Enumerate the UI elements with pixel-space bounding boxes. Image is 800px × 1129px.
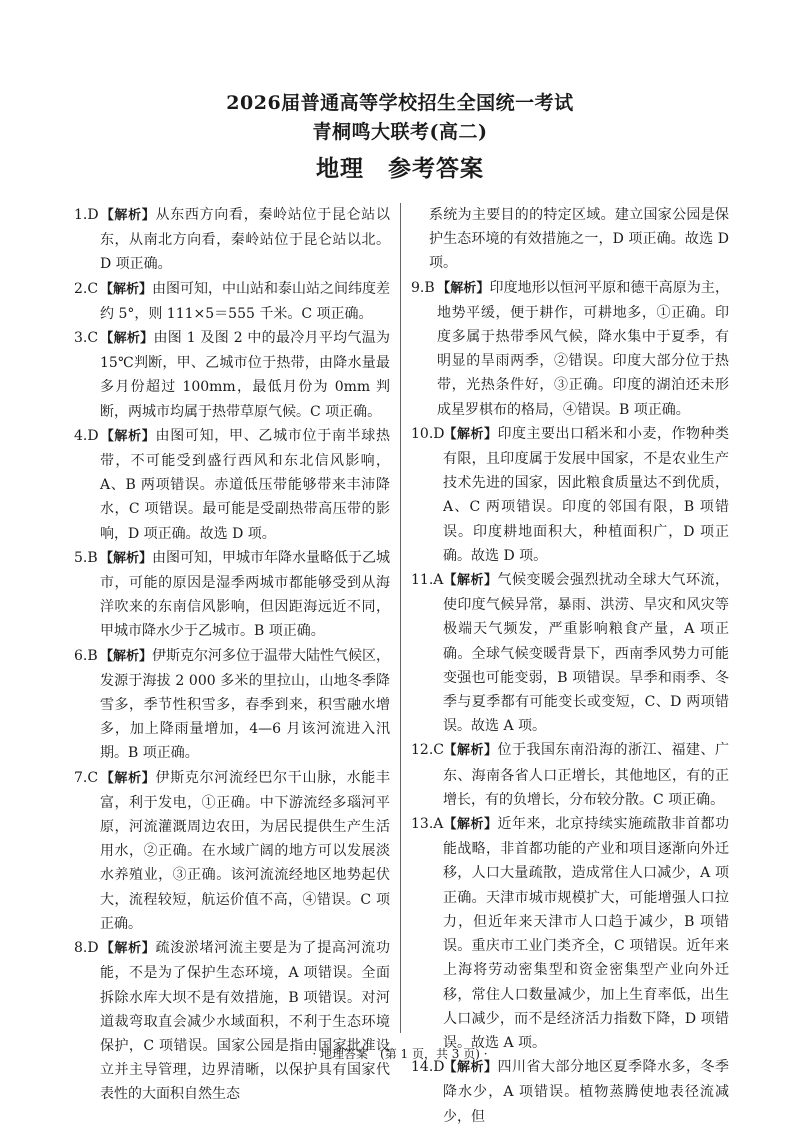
answer-item-4	[74, 424, 390, 546]
analysis-tag: 【解析】	[443, 1060, 498, 1076]
analysis-tag: 【解析】	[443, 573, 498, 589]
answer-item-12	[411, 738, 729, 812]
answer-number: 13.A	[411, 816, 444, 833]
analysis-tag: 【解析】	[437, 280, 490, 296]
answer-item-2	[74, 277, 390, 326]
analysis-tag: 【解析】	[443, 817, 498, 833]
analysis-tag: 【解析】	[100, 550, 153, 566]
exam-subtitle: 青桐鸣大联考(高二)	[312, 121, 488, 143]
answer-text: 由图 1 及图 2 中的最冷月平均气温为 15℃判断，甲、乙城市位于热带，由降水量最多月份超过 100mm，最低月份为 0mm 判断，两城市均属于热带草原气候。C 项正确。	[100, 330, 390, 420]
analysis-tag: 【解析】	[100, 941, 156, 957]
answer-item-5	[74, 546, 390, 644]
answer-item-7	[74, 766, 390, 936]
analysis-tag: 【解析】	[100, 648, 153, 664]
answer-item-13	[411, 812, 729, 1055]
column-divider	[400, 203, 401, 1033]
answer-text: 伊斯克尔河多位于温带大陆性气候区，发源于海拔 2 000 多米的里拉山，山地冬季降雪多，季节性积雪多，春季到来，积雪融水增多，加上降雨量增加，4—6 月该河流进入汛期。B 项正确。	[100, 647, 391, 762]
answer-number: 11.A	[411, 572, 444, 589]
answer-number: 4.D	[74, 427, 99, 444]
answer-item-8	[74, 936, 390, 1106]
answer-number: 6.B	[74, 647, 98, 664]
answer-text: 四川省大部分地区夏季降水多，冬季降水少，A 项错误。植物蒸腾使地表径流减少，但	[443, 1059, 729, 1125]
analysis-tag: 【解析】	[100, 208, 156, 223]
answer-text: 由图可知，甲城市年降水量略低于乙城市，可能的原因是湿季两城市都能够受到从海洋吹来的东南信风影响，但因距海远近不同，甲城市降水少于乙城市。B 项正确。	[100, 549, 391, 640]
answer-number: 1.D	[74, 207, 99, 223]
answer-number: 10.D	[411, 425, 445, 442]
analysis-tag: 【解析】	[100, 331, 154, 347]
answer-number: 5.B	[74, 549, 98, 566]
answer-number: 2.C	[74, 280, 99, 297]
answer-item-8-continued	[411, 203, 729, 276]
answer-text: 近年来，北京持续实施疏散非首都功能战略，非首都功能的产业和项目逐渐向外迁移，人口大量疏散，造成常住人口减少，A 项正确。天津市城市规模扩大，可能增强人口拉力，但近年来天津市人口趋于减少，B 项错误。重庆市工业门类齐全，C 项错误。近年来上海将劳动密集型和资金密集型产业向外迁移，常住人口数量减少，加上生育率低，出生人口减少，而不是经济活力指数下降，D 项错误。故选 A 项。	[443, 816, 729, 1051]
answer-item-3	[74, 326, 390, 424]
left-column	[74, 203, 390, 1107]
answer-item-14	[411, 1055, 729, 1129]
answer-item-6	[74, 644, 390, 766]
analysis-tag: 【解析】	[100, 428, 156, 444]
answer-item-9	[411, 276, 729, 422]
answer-text: 系统为主要目的的特定区域。建立国家公园是保护生态环境的有效措施之一，D 项正确。故选 D 项。	[429, 207, 729, 272]
analysis-tag: 【解析】	[443, 426, 498, 442]
answer-item-11	[411, 568, 729, 738]
page-footer: · 地理答案 (第 1 页，共 3 页) ·	[312, 1047, 488, 1061]
right-column	[411, 203, 729, 1129]
answer-number: 9.B	[411, 279, 435, 296]
analysis-tag: 【解析】	[100, 281, 153, 297]
answer-text: 疏浚淤堵河流主要是为了提高河流功能，不是为了保护生态环境，A 项错误。全面拆除水库大坝不是有效措施，B 项错误。对河道裁弯取直会减少水域面积，不利于生态环境保护，C 项错误。国家公园是指由国家批准设立并主导管理，边界清晰，以保护具有国家代表性的大面积自然生态	[100, 940, 390, 1103]
answer-item-1	[74, 203, 390, 277]
answer-number: 12.C	[411, 742, 444, 759]
answer-text: 由图可知，中山站和泰山站之间纬度差约 5°，则 111×5＝555 千米。C 项正确。	[100, 280, 391, 322]
answer-text: 气候变暖会强烈扰动全球大气环流，使印度气候异常，暴雨、洪涝、旱灾和风灾等极端天气频发，严重影响粮食产量，A 项正确。全球气候变暖背景下，西南季风势力可能变强也可能变弱，B 项错误。旱季和雨季、冬季与夏季都有可能变长或变短，C、D 两项错误。故选 A 项。	[443, 572, 729, 735]
analysis-tag: 【解析】	[443, 743, 498, 759]
analysis-tag: 【解析】	[100, 770, 156, 786]
answer-number: 3.C	[74, 330, 99, 347]
answer-number: 7.C	[74, 769, 99, 786]
answer-text: 从东西方向看，秦岭站位于昆仑站以东，从南北方向看，秦岭站位于昆仑站以北。D 项正确。	[100, 207, 390, 273]
answer-text: 位于我国东南沿海的浙江、福建、广东、海南各省人口正增长，其他地区，有的正增长，有的负增长，分布较分散。C 项正确。	[443, 742, 729, 808]
answer-number: 14.D	[411, 1059, 445, 1076]
answer-text: 印度主要出口稻米和小麦，作物种类有限，且印度属于发展中国家，不是农业生产技术先进的国家，因此粮食质量达不到优质，A、C 两项错误。印度的邻国有限，B 项错误。印度耕地面积大，种植面积广，D 项正确。故选 D 项。	[443, 425, 729, 564]
answer-text: 由图可知，甲、乙城市位于南半球热带，不可能受到盛行西风和东北信风影响，A、B 两项错误。赤道低压带能够带来丰沛降水，C 项错误。最可能是受副热带高压带的影响，D 项正确。故选 D 项。	[100, 427, 390, 542]
answer-text: 印度地形以恒河平原和德干高原为主，地势平缓，便于耕作，可耕地多，①正确。印度多属于热带季风气候，降水集中于夏季，有明显的旱雨两季，②错误。印度大部分位于热带，光热条件好，③正确。印度的湖泊还未形成星罗棋布的格局，④错误。B 项正确。	[437, 279, 729, 418]
answer-number: 8.D	[74, 940, 99, 957]
page-title: 地理 参考答案	[316, 155, 484, 182]
exam-title: 2026届普通高等学校招生全国统一考试	[226, 92, 574, 114]
answer-text: 伊斯克尔河流经巴尔干山脉，水能丰富，利于发电，①正确。中下游流经多瑙河平原，河流灌溉周边农田，为居民提供生产生活用水，②正确。在水域广阔的地方可以发展淡水养殖业，③正确。该河流流经地区地势起伏大，流程较短，航运价值不高，④错误。C 项正确。	[100, 769, 390, 932]
answer-item-10	[411, 422, 729, 568]
